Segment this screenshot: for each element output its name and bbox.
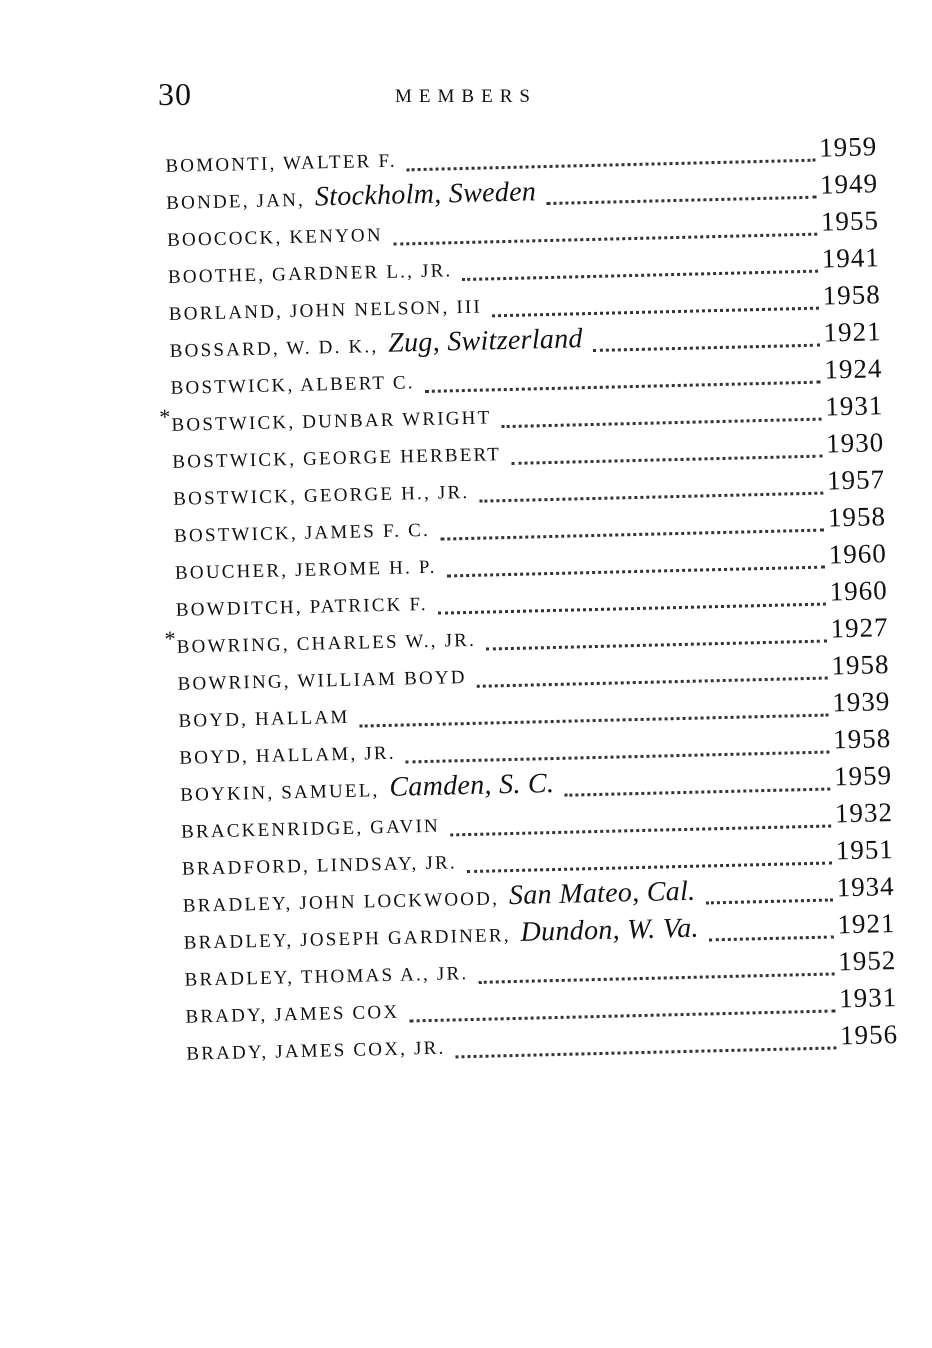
member-year: 1958 [822, 279, 881, 311]
member-name: BRADY, JAMES COX, JR. [186, 1037, 446, 1065]
member-year: 1921 [823, 316, 882, 348]
dot-leader [479, 491, 823, 503]
member-name: BONDE, JAN, [166, 189, 306, 214]
dot-leader [486, 639, 827, 651]
member-year: 1957 [826, 464, 886, 496]
member-year: 1930 [825, 427, 885, 459]
member-name: BOOTHE, GARDNER L., JR. [167, 260, 453, 288]
member-name: BRADLEY, JOSEPH GARDINER, [183, 925, 511, 954]
member-name: BOWRING, WILLIAM BOYD [177, 667, 467, 695]
member-year: 1958 [827, 501, 887, 533]
member-place: Stockholm, Sweden [314, 176, 537, 213]
member-name: BRADY, JAMES COX [185, 1001, 400, 1028]
member-name: BOWRING, CHARLES W., JR. [176, 629, 477, 658]
member-year: 1921 [837, 908, 896, 940]
member-place: San Mateo, Cal. [508, 875, 696, 912]
member-year: 1941 [821, 242, 881, 274]
member-place: Camden, S. C. [389, 768, 555, 803]
dot-leader [511, 454, 822, 465]
member-year: 1931 [838, 981, 898, 1014]
running-head: MEMBERS [395, 86, 537, 107]
member-name: BOYD, HALLAM, JR. [179, 742, 396, 769]
dot-leader [463, 269, 819, 281]
member-year: 1952 [837, 944, 897, 977]
page-number: 30 [158, 76, 192, 112]
dot-leader [706, 897, 833, 904]
member-year: 1951 [835, 834, 895, 866]
member-name: BRACKENRIDGE, GAVIN [180, 815, 441, 843]
member-name: BOUCHER, JEROME H. P. [174, 556, 437, 584]
member-place: Zug, Switzerland [387, 323, 584, 359]
member-year: 1960 [828, 538, 888, 570]
dot-leader [447, 565, 825, 578]
member-name: BRADFORD, LINDSAY, JR. [181, 852, 458, 880]
dot-leader [425, 380, 821, 393]
dot-leader [546, 195, 816, 205]
dot-leader [440, 528, 824, 541]
member-year: 1958 [831, 649, 890, 681]
member-place: Dundon, W. Va. [520, 912, 700, 948]
member-name: BOYD, HALLAM [178, 706, 350, 732]
member-name: BOSTWICK, JAMES F. C. [173, 519, 431, 547]
member-name: BORLAND, JOHN NELSON, III [168, 296, 483, 325]
dot-leader [409, 1008, 835, 1022]
deceased-marker: * [164, 625, 176, 652]
member-year: 1927 [830, 612, 889, 644]
member-name: BOSTWICK, GEORGE HERBERT [172, 444, 502, 473]
member-year: 1956 [839, 1018, 899, 1051]
member-name: BOSTWICK, ALBERT C. [170, 372, 415, 399]
dot-leader [709, 934, 834, 941]
dot-leader [492, 306, 819, 318]
member-name: BOMONTI, WALTER F. [165, 150, 397, 177]
dot-leader [564, 787, 830, 797]
member-name: BOOCOCK, KENYON [166, 224, 383, 251]
member-year: 1958 [832, 723, 892, 755]
dot-leader [502, 417, 822, 429]
member-name: BRADLEY, JOHN LOCKWOOD, [182, 888, 500, 917]
deceased-marker: * [159, 403, 171, 430]
member-year: 1960 [829, 575, 888, 607]
member-year: 1939 [831, 686, 891, 718]
member-name: BOYKIN, SAMUEL, [180, 780, 380, 806]
member-year: 1931 [824, 390, 884, 422]
member-name: BRADLEY, THOMAS A., JR. [184, 963, 469, 991]
member-year: 1924 [824, 353, 883, 385]
dot-leader [478, 971, 834, 983]
dot-leader [450, 823, 831, 836]
member-name: BOWDITCH, PATRICK F. [175, 593, 428, 621]
dot-leader [467, 860, 832, 873]
member-year: 1959 [818, 131, 878, 163]
member-year: 1934 [836, 871, 895, 903]
dot-leader [393, 232, 817, 246]
member-name: BOSTWICK, DUNBAR WRIGHT [171, 407, 492, 436]
member-year: 1949 [819, 168, 879, 200]
dot-leader [406, 750, 830, 764]
dot-leader [438, 602, 826, 615]
dot-leader [456, 1045, 837, 1058]
dot-leader [407, 158, 816, 172]
dot-leader [593, 343, 820, 352]
member-name: BOSSARD, W. D. K., [169, 336, 379, 362]
dot-leader [477, 676, 828, 688]
member-list [159, 131, 899, 1073]
member-year: 1959 [833, 760, 893, 792]
member-year: 1932 [834, 797, 894, 829]
member-name: BOSTWICK, GEORGE H., JR. [173, 481, 470, 510]
member-year: 1955 [820, 205, 880, 237]
